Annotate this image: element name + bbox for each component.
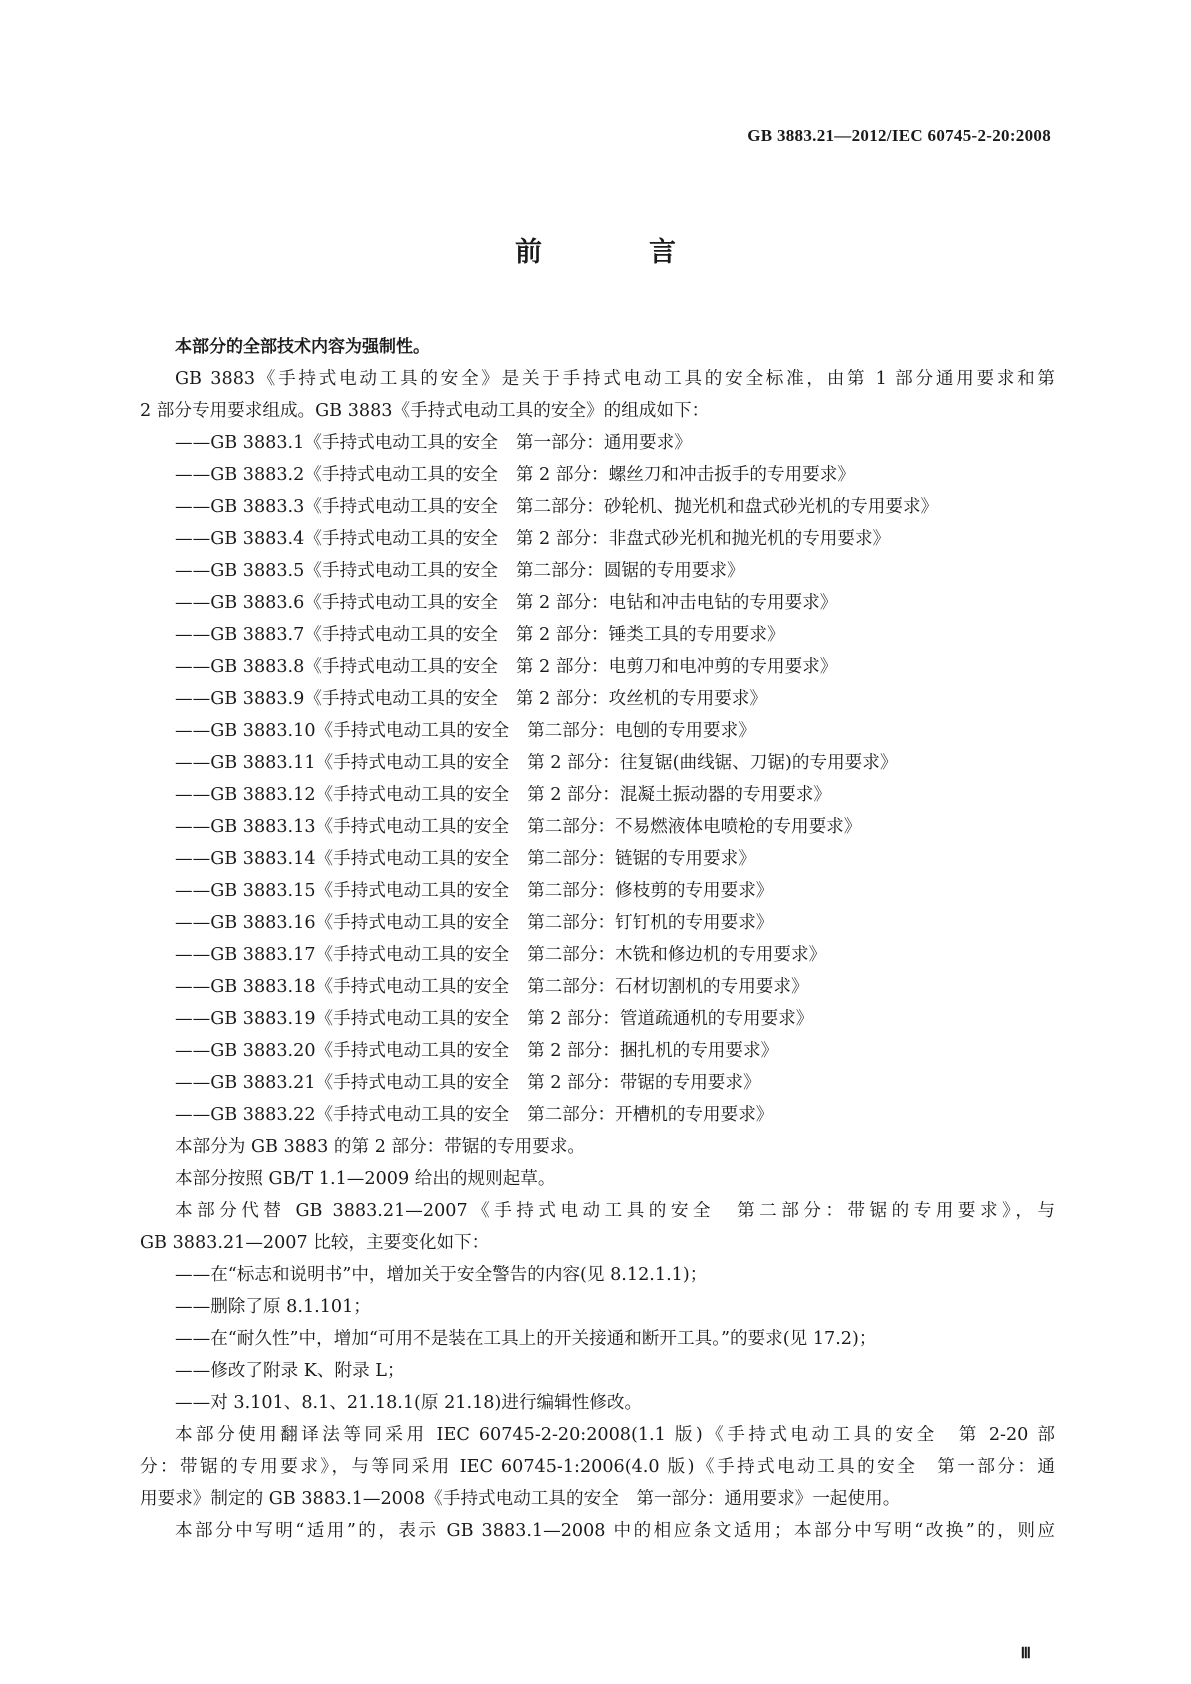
parts-list — [140, 427, 1055, 1131]
part-code: ——GB 3883.7 — [175, 625, 305, 645]
list-item — [140, 587, 1055, 619]
list-item — [140, 619, 1055, 651]
part-subtitle: 第二部分：修枝剪的专用要求》 — [527, 881, 774, 901]
part-code: ——GB 3883.1 — [175, 433, 305, 453]
part-subtitle: 第 2 部分：混凝土振动器的专用要求》 — [527, 785, 831, 805]
list-item — [140, 875, 1055, 907]
part-subtitle: 第二部分：圆锯的专用要求》 — [515, 561, 745, 581]
part-title: 《手持式电动工具的安全 — [304, 625, 498, 645]
page-number: Ⅲ — [1020, 1646, 1031, 1662]
part-subtitle: 第 2 部分：捆扎机的专用要求》 — [527, 1041, 779, 1061]
part-title: 《手持式电动工具的安全 — [304, 529, 498, 549]
part-title: 《手持式电动工具的安全 — [304, 593, 498, 613]
list-item — [140, 555, 1055, 587]
paragraph: 本部分为 GB 3883 的第 2 部分：带锯的专用要求。 — [175, 1137, 586, 1157]
paragraph: 本部分中写明“适用”的，表示 GB 3883.1—2008 中的相应条文适用；本部分中写明“改换”的，则应 — [175, 1521, 1055, 1541]
part-title: 《手持式电动工具的安全 — [315, 881, 510, 901]
part-code: ——GB 3883.3 — [175, 497, 305, 517]
list-item — [140, 459, 1055, 491]
part-subtitle: 第二部分：电刨的专用要求》 — [527, 721, 756, 741]
part-title: 《手持式电动工具的安全 — [315, 849, 510, 869]
list-item — [140, 779, 1055, 811]
mandatory-statement: 本部分的全部技术内容为强制性。 — [175, 337, 430, 357]
part-title: 《手持式电动工具的安全 — [315, 817, 510, 837]
document-body — [140, 331, 1055, 1547]
part-title: 《手持式电动工具的安全 — [315, 721, 510, 741]
paragraph: 本部分代替 GB 3883.21—2007《手持式电动工具的安全 第二部分：带锯的专用要求》，与 — [175, 1201, 1055, 1221]
paragraph: GB 3883《手持式电动工具的安全》是关于手持式电动工具的安全标准，由第 1 部分通用要求和第 — [175, 369, 1055, 389]
paragraph: 分：带锯的专用要求》，与等同采用 IEC 60745-1:2006(4.0 版)《手持式电动工具的安全 第一部分：通 — [140, 1457, 1055, 1477]
part-code: ——GB 3883.19 — [175, 1009, 316, 1029]
part-subtitle: 第二部分：开槽机的专用要求》 — [527, 1105, 774, 1125]
part-subtitle: 第二部分：石材切割机的专用要求》 — [527, 977, 809, 997]
page-title: 前 言 — [515, 237, 716, 268]
part-code: ——GB 3883.20 — [175, 1041, 316, 1061]
list-item — [140, 1003, 1055, 1035]
part-title: 《手持式电动工具的安全 — [304, 561, 498, 581]
part-subtitle: 第 2 部分：电钻和冲击电钻的专用要求》 — [515, 593, 838, 613]
part-subtitle: 第 2 部分：螺丝刀和冲击扳手的专用要求》 — [515, 465, 855, 485]
paragraph: GB 3883.21—2007 比较，主要变化如下： — [140, 1233, 490, 1253]
part-subtitle: 第 2 部分：非盘式砂光机和抛光机的专用要求》 — [515, 529, 891, 549]
part-title: 《手持式电动工具的安全 — [315, 977, 510, 997]
list-item — [140, 811, 1055, 843]
part-subtitle: 第二部分：木铣和修边机的专用要求》 — [527, 945, 827, 965]
part-code: ——GB 3883.22 — [175, 1105, 316, 1125]
part-code: ——GB 3883.4 — [175, 529, 305, 549]
part-title: 《手持式电动工具的安全 — [315, 913, 510, 933]
part-subtitle: 第 2 部分：往复锯(曲线锯、刀锯)的专用要求》 — [527, 753, 898, 773]
part-title: 《手持式电动工具的安全 — [315, 753, 510, 773]
part-title: 《手持式电动工具的安全 — [304, 433, 498, 453]
part-code: ——GB 3883.21 — [175, 1073, 316, 1093]
part-code: ——GB 3883.12 — [175, 785, 316, 805]
part-code: ——GB 3883.10 — [175, 721, 316, 741]
part-code: ——GB 3883.11 — [175, 753, 316, 773]
list-item: ——在“标志和说明书”中，增加关于安全警告的内容(见 8.12.1.1)； — [175, 1265, 708, 1285]
list-item — [140, 683, 1055, 715]
part-subtitle: 第 2 部分：带锯的专用要求》 — [527, 1073, 761, 1093]
list-item — [140, 715, 1055, 747]
standard-code: GB 3883.21—2012/IEC 60745-2-20:2008 — [747, 126, 1051, 145]
part-title: 《手持式电动工具的安全 — [315, 785, 510, 805]
part-code: ——GB 3883.14 — [175, 849, 316, 869]
list-item: ——对 3.101、8.1、21.18.1(原 21.18)进行编辑性修改。 — [175, 1393, 643, 1413]
list-item — [140, 1035, 1055, 1067]
paragraph: 2 部分专用要求组成。GB 3883《手持式电动工具的安全》的组成如下： — [140, 401, 710, 421]
part-subtitle: 第 2 部分：管道疏通机的专用要求》 — [527, 1009, 814, 1029]
paragraph: 本部分使用翻译法等同采用 IEC 60745-2-20:2008(1.1 版)《手持式电动工具的安全 第 2-20 部 — [175, 1425, 1055, 1445]
list-item — [140, 491, 1055, 523]
paragraph: 本部分按照 GB/T 1.1—2009 给出的规则起草。 — [175, 1169, 556, 1189]
part-subtitle: 第 2 部分：锤类工具的专用要求》 — [515, 625, 785, 645]
part-code: ——GB 3883.13 — [175, 817, 316, 837]
part-code: ——GB 3883.8 — [175, 657, 305, 677]
list-item — [140, 1067, 1055, 1099]
part-code: ——GB 3883.2 — [175, 465, 305, 485]
paragraph: 用要求》制定的 GB 3883.1—2008《手持式电动工具的安全 第一部分：通用要求》一起使用。 — [140, 1489, 901, 1509]
changes-list — [140, 1259, 1055, 1419]
part-code: ——GB 3883.5 — [175, 561, 305, 581]
part-code: ——GB 3883.17 — [175, 945, 316, 965]
part-title: 《手持式电动工具的安全 — [315, 1105, 510, 1125]
part-code: ——GB 3883.16 — [175, 913, 316, 933]
part-title: 《手持式电动工具的安全 — [315, 1041, 510, 1061]
part-code: ——GB 3883.18 — [175, 977, 316, 997]
list-item — [140, 939, 1055, 971]
list-item — [140, 747, 1055, 779]
part-subtitle: 第二部分：钉钉机的专用要求》 — [527, 913, 774, 933]
list-item — [140, 971, 1055, 1003]
list-item — [140, 843, 1055, 875]
part-code: ——GB 3883.15 — [175, 881, 316, 901]
part-code: ——GB 3883.9 — [175, 689, 305, 709]
list-item — [140, 1099, 1055, 1131]
list-item: ——修改了附录 K、附录 L； — [175, 1361, 405, 1381]
part-subtitle: 第 2 部分：电剪刀和电冲剪的专用要求》 — [515, 657, 838, 677]
list-item: ——在“耐久性”中，增加“可用不是装在工具上的开关接通和断开工具。”的要求(见 17.2)； — [175, 1329, 877, 1349]
part-title: 《手持式电动工具的安全 — [315, 1009, 510, 1029]
part-code: ——GB 3883.6 — [175, 593, 305, 613]
part-title: 《手持式电动工具的安全 — [304, 497, 498, 517]
part-subtitle: 第 2 部分：攻丝机的专用要求》 — [515, 689, 767, 709]
list-item — [140, 651, 1055, 683]
part-title: 《手持式电动工具的安全 — [304, 465, 498, 485]
part-subtitle: 第二部分：不易燃液体电喷枪的专用要求》 — [527, 817, 862, 837]
list-item — [140, 427, 1055, 459]
part-subtitle: 第二部分：砂轮机、抛光机和盘式砂光机的专用要求》 — [515, 497, 939, 517]
part-title: 《手持式电动工具的安全 — [315, 945, 510, 965]
list-item: ——删除了原 8.1.101； — [175, 1297, 371, 1317]
list-item — [140, 523, 1055, 555]
part-subtitle: 第二部分：链锯的专用要求》 — [527, 849, 756, 869]
list-item — [140, 907, 1055, 939]
part-subtitle: 第一部分：通用要求》 — [515, 433, 692, 453]
part-title: 《手持式电动工具的安全 — [315, 1073, 510, 1093]
part-title: 《手持式电动工具的安全 — [304, 657, 498, 677]
part-title: 《手持式电动工具的安全 — [304, 689, 498, 709]
